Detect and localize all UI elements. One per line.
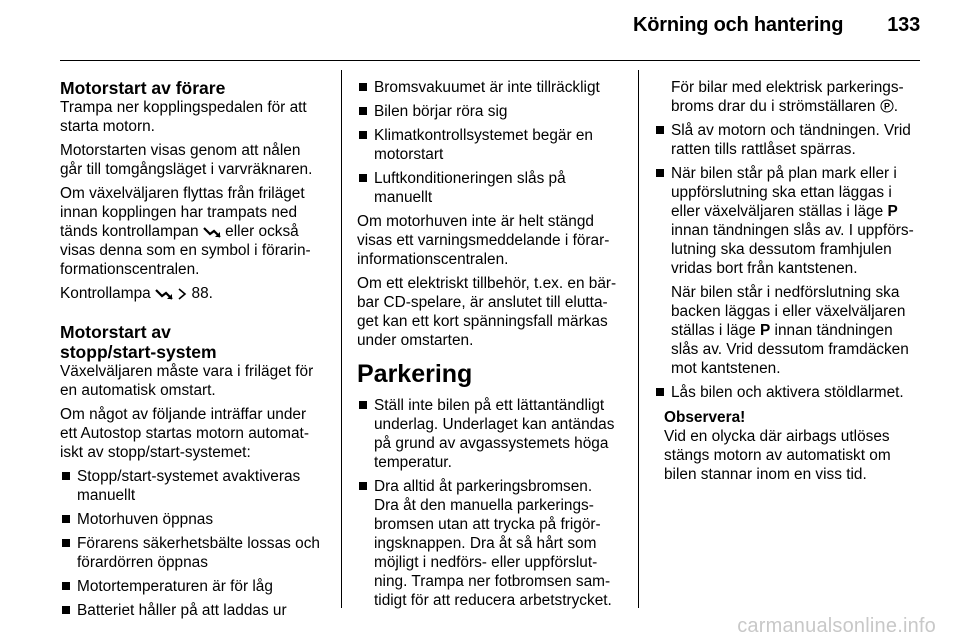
lamp-label: Kontrollampa: [60, 285, 151, 302]
paragraph: [60, 284, 324, 303]
column-1: [60, 78, 324, 625]
list-text: innan tändningen slås av. Vrid dessutom framdäcken mot kantstenen.: [671, 322, 909, 377]
paragraph-text: Om växelväljaren flyttas från friläget innan kopplingen har trampats ned tänds kontrollampan: [60, 185, 305, 240]
list-item: Dra alltid åt parkeringsbromsen. Dra åt den manuella parkerings-bromsen utan att trycka på frigör-ingsknappen. Dra åt så hårt som möjligt i nedförs- eller uppförslut-ning. Trampa ner fotbromsen sam-tidigt för att reducera arbetstrycket.: [357, 477, 621, 610]
paragraph-text: eller också visas denna som en symbol i förarin-formationscentralen.: [60, 223, 311, 278]
header-title: Körning och hantering: [632, 14, 844, 36]
svg-text:P: P: [883, 101, 890, 112]
heading-line: stopp/start-system: [60, 342, 217, 362]
list-item: Motortemperaturen är för låg: [60, 577, 324, 596]
gear-position: P: [887, 203, 898, 220]
header-rule: [60, 60, 920, 61]
paragraph-text: För bilar med elektrisk parkerings-broms drar du i strömställaren: [671, 79, 904, 115]
heading-stopstart: [60, 322, 324, 362]
bullet-list: [654, 121, 918, 402]
column-divider-1: [341, 70, 342, 608]
list-item: Motorhuven öppnas: [60, 510, 324, 529]
list-item: Stopp/start-systemet avaktiveras manuellt: [60, 467, 324, 505]
note-box: [654, 408, 918, 484]
paragraph: [654, 78, 918, 116]
paragraph: [60, 184, 324, 279]
bullet-list: [357, 78, 621, 207]
heading-parking: Parkering: [357, 360, 473, 388]
watermark: carmanualsonline.info: [737, 615, 936, 637]
column-3: [654, 78, 918, 484]
list-item: Klimatkontrollsystemet begär en motorstart: [357, 126, 621, 164]
note-text: Vid en olycka där airbags utlöses stängs motorn av automatiskt om bilen stannar inom en viss tid.: [664, 428, 891, 483]
heading-manual-start: Motorstart av förare: [60, 78, 226, 98]
paragraph: Trampa ner kopplingspedalen för att starta motorn.: [60, 99, 307, 135]
list-item: Slå av motorn och tändningen. Vrid ratten tills rattlåset spärras.: [654, 121, 918, 159]
column-2: [357, 78, 621, 615]
page-header: [633, 14, 920, 37]
gear-position: P: [759, 322, 771, 339]
list-text: När bilen står på plan mark eller i uppförslutning ska ettan läggas i eller växelväljaren ställas i läge: [671, 165, 897, 220]
heading-line: Motorstart av: [60, 322, 171, 342]
page-ref-link[interactable]: 88.: [191, 285, 213, 302]
note-title: Observera!: [664, 409, 746, 426]
punctuation: .: [893, 98, 898, 115]
list-item: Batteriet håller på att laddas ur: [60, 601, 324, 620]
stopstart-lamp-icon: [155, 288, 173, 300]
paragraph: Om motorhuven inte är helt stängd visas ett varningsmeddelande i förar-informationscentralen.: [357, 213, 610, 268]
paragraph: Om ett elektriskt tillbehör, t.ex. en bär-bar CD-spelare, är anslutet till elutta-get kan ett kort spänningsfall märkas under omstarten.: [357, 275, 617, 349]
list-item: Bilen börjar röra sig: [357, 102, 621, 121]
list-item: Ställ inte bilen på ett lättantändligt underlag. Underlaget kan antändas på grund av avgassystemets höga temperatur.: [357, 396, 621, 472]
paragraph: Om något av följande inträffar under ett Autostop startas motorn automat-iskt av stopp/start-systemet:: [60, 406, 309, 461]
parking-bullet-list: [357, 396, 621, 610]
list-item: Luftkonditioneringen slås på manuellt: [357, 169, 621, 207]
list-text: När bilen står i nedförslutning ska backen läggas i eller växelväljaren ställas i läge: [671, 284, 906, 339]
list-item: Lås bilen och aktivera stöldlarmet.: [654, 383, 918, 402]
column-divider-2: [638, 70, 639, 608]
bullet-list: [60, 467, 324, 620]
list-item: Förarens säkerhetsbälte lossas och förardörren öppnas: [60, 534, 324, 572]
paragraph: Motorstarten visas genom att nålen går till tomgångsläget i varvräknaren.: [60, 142, 313, 178]
paragraph: Växelväljaren måste vara i friläget för en automatisk omstart.: [60, 363, 314, 399]
list-item: Bromsvakuumet är inte tillräckligt: [357, 78, 621, 97]
list-item: [654, 164, 918, 378]
parking-brake-switch-icon: [880, 99, 894, 113]
page-number: 133: [887, 14, 920, 36]
stopstart-lamp-icon: [203, 226, 221, 238]
list-text: innan tändningen slås av. I uppförs-lutning ska dessutom framhjulen vridas bort från kantstenen.: [671, 222, 914, 277]
page-ref-icon[interactable]: [177, 288, 187, 300]
